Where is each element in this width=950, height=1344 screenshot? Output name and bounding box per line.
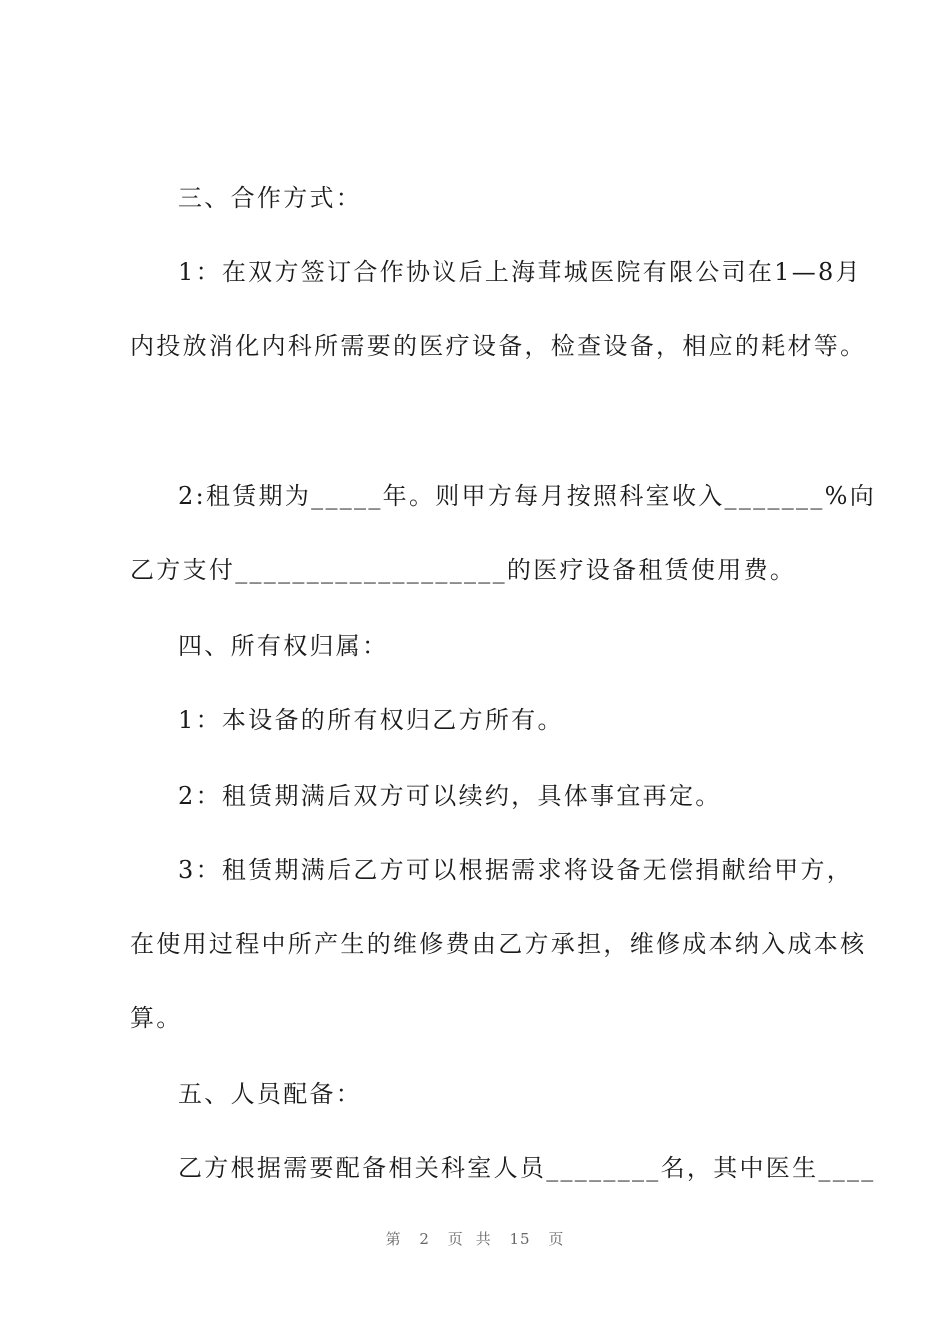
footer-di: 第 [385,1230,402,1248]
paragraph-line: 内投放消化内科所需要的医疗设备，检查设备，相应的耗材等。 [130,332,867,360]
paragraph-line: 2：租赁期满后双方可以续约，具体事宜再定。 [178,782,722,810]
paragraph-line: 乙方根据需要配备相关科室人员________名，其中医生____ [178,1154,876,1182]
paragraph-line: 1：本设备的所有权归乙方所有。 [178,706,564,734]
footer-gong: 共 [475,1230,492,1248]
footer-ye2: 页 [548,1230,565,1248]
paragraph-line: 在使用过程中所产生的维修费由乙方承担，维修成本纳入成本核 [130,930,867,958]
page-footer [0,1228,950,1249]
section-heading-cooperation: 三、合作方式： [178,184,363,212]
footer-ye: 页 [447,1230,464,1248]
paragraph-line: 3：租赁期满后乙方可以根据需求将设备无偿捐献给甲方， [178,856,854,884]
footer-page-number: 2 [419,1230,430,1248]
section-heading-staffing: 五、人员配备： [178,1080,363,1108]
paragraph-line: 1：在双方签订合作协议后上海茸城医院有限公司在1—8月 [178,258,862,286]
paragraph-line: 2:租赁期为_____年。则甲方每月按照科室收入_______%向 [178,482,877,510]
paragraph-line: 乙方支付___________________的医疗设备租赁使用费。 [130,556,797,584]
section-heading-ownership: 四、所有权归属： [178,632,389,660]
paragraph-line: 算。 [130,1004,183,1032]
footer-total-pages: 15 [509,1230,531,1248]
